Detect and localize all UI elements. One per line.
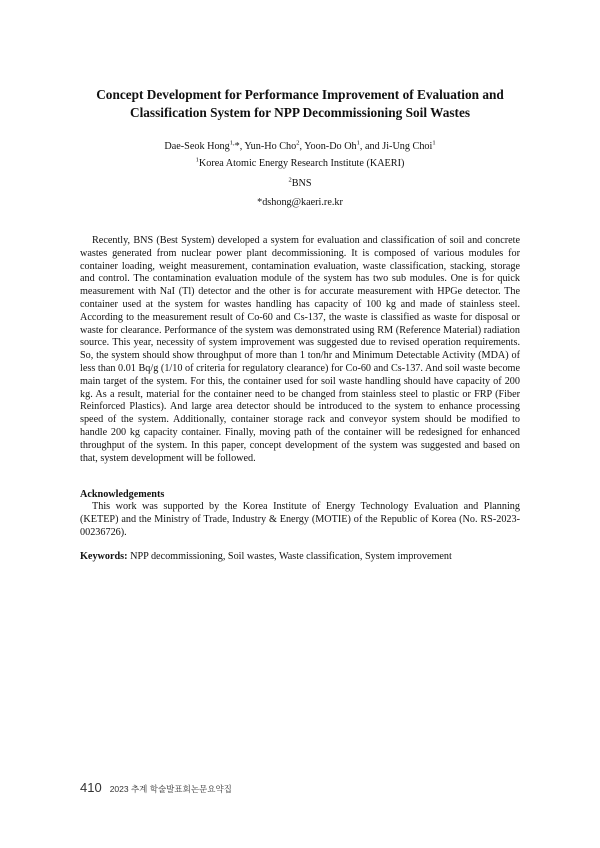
keywords-label: Keywords: — [80, 551, 128, 562]
keywords-text: NPP decommissioning, Soil wastes, Waste classification, System improvement — [130, 551, 452, 562]
paper-title — [60, 86, 540, 122]
title-line-1: Concept Development for Performance Improvement of Evaluation and — [96, 87, 504, 102]
conference-proceedings-name: 2023 추계 학술발표회논문요약집 — [109, 784, 232, 794]
corresponding-mark: * — [234, 141, 240, 152]
affiliation-text: Korea Atomic Energy Research Institute (KAERI) — [198, 158, 405, 169]
author-affil-sup: 1, — [229, 139, 235, 147]
author-name: Yun-Ho Cho — [244, 141, 297, 152]
keywords-line — [80, 550, 520, 563]
author-affil-sup: 1 — [356, 139, 360, 147]
author-name: Ji-Ung Choi — [382, 141, 433, 152]
author-list: Dae-Seok Hong$^{1,}$*, Yun-Ho Cho$^2$, Yoon-Do Oh$^1$, and Ji-Ung Choi$^1$ — [164, 139, 436, 152]
affiliation-1 — [60, 157, 540, 170]
acknowledgements-heading: Acknowledgements — [80, 489, 165, 500]
corresponding-email[interactable]: *dshong@kaeri.re.kr — [257, 197, 343, 208]
affiliation-sup: 2 — [288, 176, 292, 184]
author-affil-sup: 2 — [296, 139, 300, 147]
author-name: Yoon-Do Oh — [304, 141, 357, 152]
affiliation-sup: 1 — [195, 156, 199, 164]
author-affil-sup: 1 — [432, 139, 436, 147]
abstract-body: Recently, BNS (Best System) developed a system for evaluation and classification of soil and concrete wastes generated from nuclear power plant decommissioning. It is composed of various modules for container loading, weight measurement, contamination evaluation, waste classification, stacking, storage and control. The contamination evaluation module of the system has two sub modules. One is for quick measurement with NaI (Tl) detector and the other is for accurate measurement with HPGe detector. The container used at the system for wastes handling has capacity of 100 kg and made of stainless steel. According to the measurement result of Co-60 and Cs-137, the waste is classified as waste for disposal or waste for clearance. Performance of the system was demonstrated using RM (Reference Material) radiation source. This year, necessity of system improvement was suggested due to revised operation requirements. So, the system should show throughput of more than 1 ton/hr and Minimum Detectable Activity (MDA) of less than 0.01 Bq/g (1/10 of criteria for regulatory clearance) for Co-60 and Cs-137. And soil waste become main target of the system. For this, the container used for soil waste handling should have capacity of 200 kg. As a result, material for the container need to be changed from stainless steel to plastic or FRP (Fiber Reinforced Plastics). And large area detector should be introduced to the system to enhance processing speed of the system. Additionally, container storage rack and conveyor system should be modified to handle 200 kg capacity container. Finally, moving path of the container will be redesigned for enhanced throughput of the system. In this paper, concept development of the system was suggested and based on that, system development will be followed. — [80, 235, 520, 464]
acknowledgements-body: This work was supported by the Korea Institute of Energy Technology Evaluation and Planning (KETEP) and the Ministry of Trade, Industry & Energy (MOTIE) of the Republic of Korea (No. RS-2023-00236726). — [80, 501, 520, 538]
page-number: 410 — [80, 780, 102, 795]
author-name: Dae-Seok Hong — [164, 141, 230, 152]
page-footer — [80, 780, 232, 795]
affiliation-2 — [60, 177, 540, 190]
affiliation-text: BNS — [291, 178, 312, 189]
title-line-2: Classification System for NPP Decommissioning Soil Wastes — [129, 105, 471, 120]
